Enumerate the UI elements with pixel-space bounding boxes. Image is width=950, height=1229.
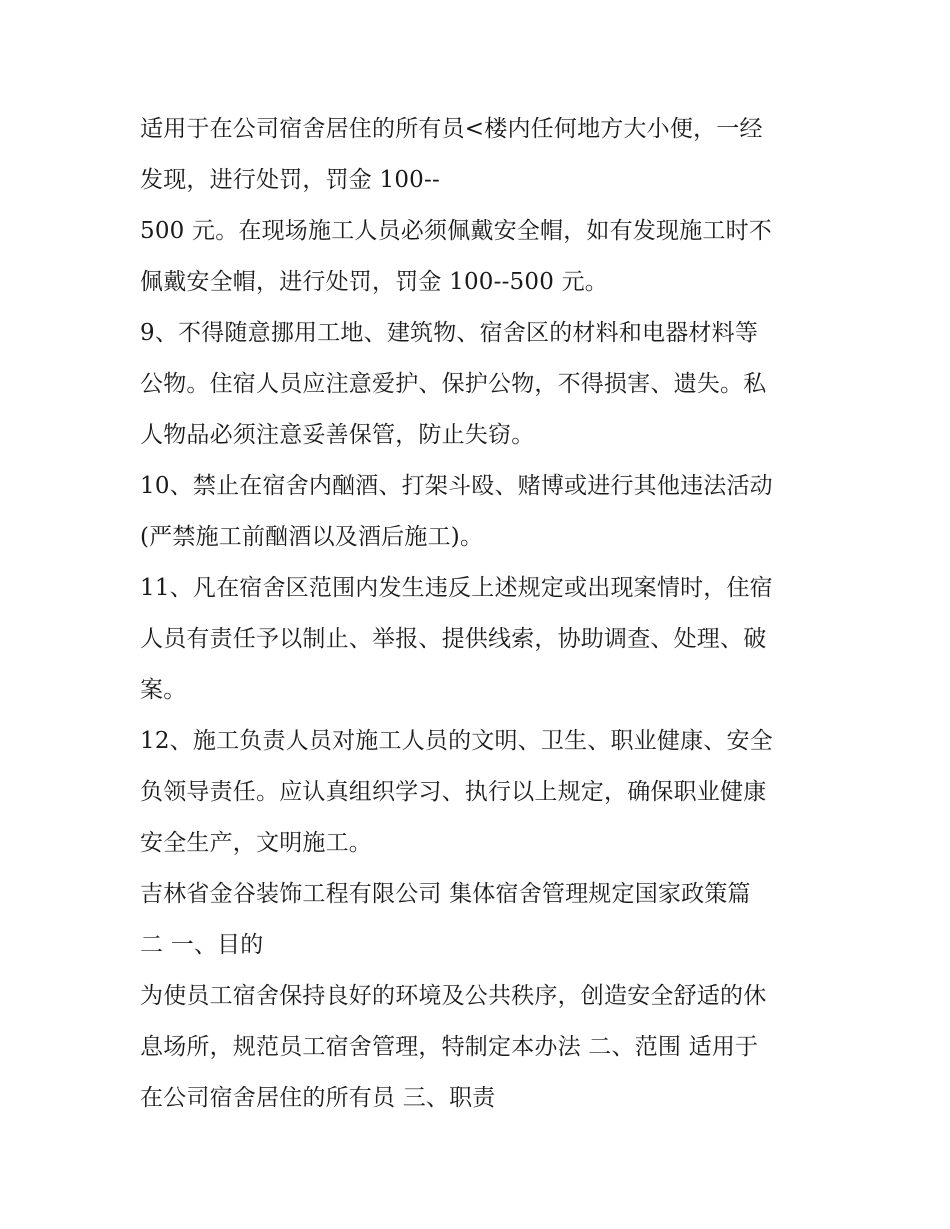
text-line: 负领导责任。应认真组织学习、执行以上规定，确保职业健康 bbox=[140, 779, 767, 805]
text-line: 二 一、目的 bbox=[140, 932, 264, 958]
text-line: (严禁施工前酗酒以及酒后施工)。 bbox=[140, 524, 484, 550]
document-body bbox=[140, 104, 820, 1124]
text-line: 发现，进行处罚，罚金 100-- bbox=[140, 167, 440, 193]
text-line: 11、凡在宿舍区范围内发生违反上述规定或出现案情时，住宿 bbox=[140, 575, 773, 601]
text-line: 吉林省金谷装饰工程有限公司 集体宿舍管理规定国家政策篇 bbox=[140, 881, 751, 907]
text-line: 为使员工宿舍保持良好的环境及公共秩序，创造安全舒适的休 bbox=[140, 983, 767, 1009]
text-line: 佩戴安全帽，进行处罚，罚金 100--500 元。 bbox=[140, 269, 608, 295]
text-line: 息场所，规范员工宿舍管理，特制定本办法 二、范围 适用于 bbox=[140, 1034, 759, 1060]
text-line: 9、不得随意挪用工地、建筑物、宿舍区的材料和电器材料等 bbox=[140, 320, 759, 346]
text-line: 人员有责任予以制止、举报、提供线索，协助调查、处理、破 bbox=[140, 626, 767, 652]
text-line: 安全生产，文明施工。 bbox=[140, 830, 372, 856]
text-line: 案。 bbox=[140, 677, 187, 703]
text-line: 公物。住宿人员应注意爱护、保护公物，不得损害、遗失。私 bbox=[140, 371, 767, 397]
text-line: 12、施工负责人员对施工人员的文明、卫生、职业健康、安全 bbox=[140, 728, 773, 754]
text-line: 500 元。在现场施工人员必须佩戴安全帽，如有发现施工时不 bbox=[140, 218, 773, 244]
text-line: 在公司宿舍居住的所有员 三、职责 bbox=[140, 1085, 496, 1111]
text-line: 10、禁止在宿舍内酗酒、打架斗殴、赌博或进行其他违法活动 bbox=[140, 473, 773, 499]
text-line: 适用于在公司宿舍居住的所有员<楼内任何地方大小便，一经 bbox=[140, 116, 763, 142]
text-line: 人物品必须注意妥善保管，防止失窃。 bbox=[140, 422, 535, 448]
